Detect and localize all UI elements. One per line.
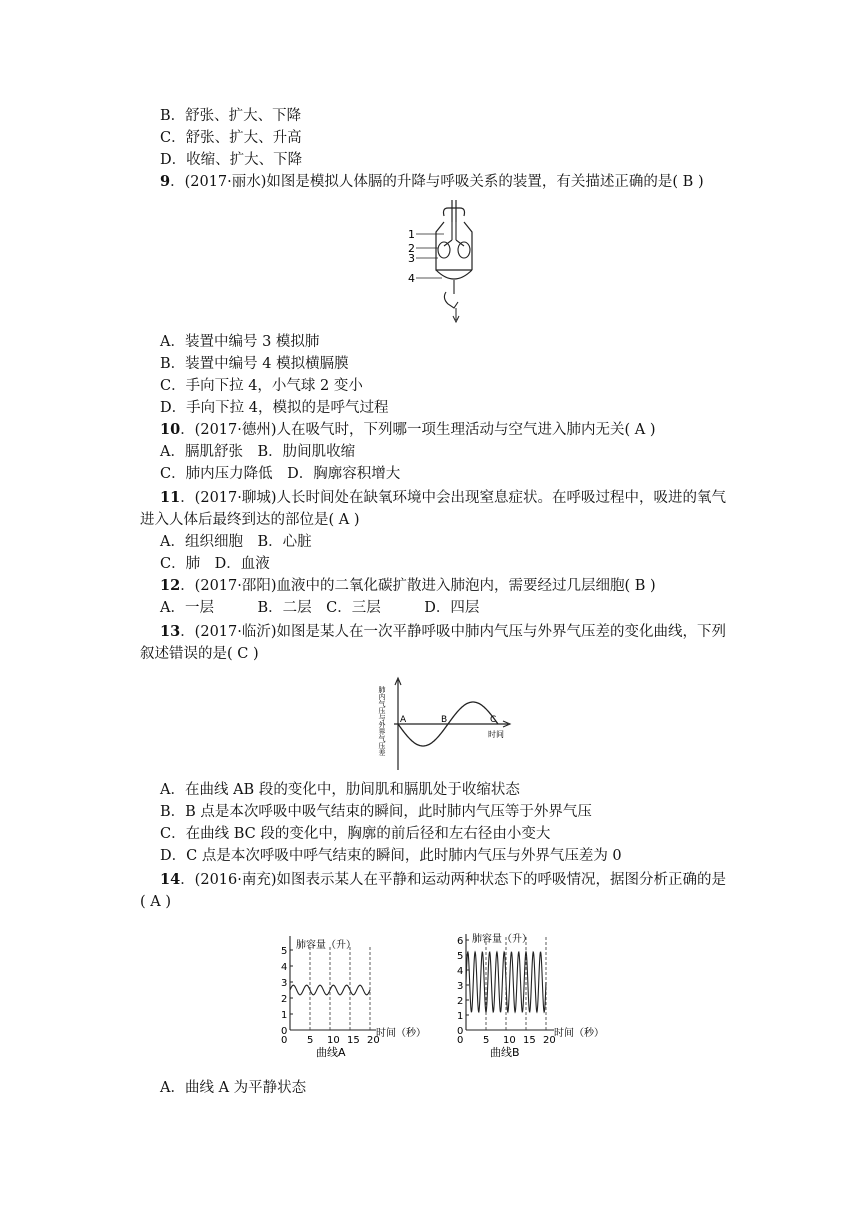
q13-stem xyxy=(160,622,726,642)
chart-a-ytick: 3 xyxy=(281,978,288,989)
q13-xlabel: 时间 xyxy=(488,730,504,739)
chart-b-xlabel: 时间（秒） xyxy=(554,1028,604,1039)
chart-b-origin-label: 0 xyxy=(457,1035,464,1046)
chart-a-ytick: 4 xyxy=(281,962,288,973)
q9-option-a: A．装置中编号 3 模拟肺 xyxy=(160,334,320,350)
chart-b-xtick: 15 xyxy=(523,1035,536,1046)
q13-point-b: B xyxy=(441,715,448,725)
q11-text: ．(2017·聊城)人长时间处在缺氧环境中会出现窒息症状。在呼吸过程中，吸进的氧气 xyxy=(180,490,727,506)
q13-option-a: A．在曲线 AB 段的变化中，肋间肌和膈肌处于收缩状态 xyxy=(160,782,520,798)
chart-b-title: 曲线B xyxy=(490,1046,520,1059)
q11-options-cd: C．肺 D．血液 xyxy=(160,556,270,572)
q9-stem xyxy=(160,172,704,192)
q8-option-b: B．舒张、扩大、下降 xyxy=(160,108,302,124)
q11-stem xyxy=(160,488,726,508)
q11-stem-cont: 进入人体后最终到达的部位是( A ) xyxy=(140,512,360,528)
fig9-label-2: 2 xyxy=(408,242,415,255)
chart-curve-b xyxy=(450,928,620,1062)
q10-options-ab: A．膈肌舒张 B．肋间肌收缩 xyxy=(160,444,356,460)
q10-options-cd: C．肺内压力降低 D．胸廓容积增大 xyxy=(160,466,401,482)
q14-answer: ( A ) xyxy=(140,894,172,910)
q13-text: ．(2017·临沂)如图是某人在一次平静呼吸中肺内气压与外界气压差的变化曲线，下列 xyxy=(180,624,727,640)
q13-point-a: A xyxy=(400,715,407,725)
q9-text: ．(2017·丽水)如图是模拟人体膈的升降与呼吸关系的装置，有关描述正确的是( B ) xyxy=(170,174,704,190)
chart-b-ytick: 3 xyxy=(457,981,464,992)
q12-text: ．(2017·邵阳)血液中的二氧化碳扩散进入肺泡内，需要经过几层细胞( B ) xyxy=(180,578,656,594)
q8-option-d: D．收缩、扩大、下降 xyxy=(160,152,303,168)
chart-a-ytick: 0 xyxy=(281,1026,288,1037)
q12-options: A．一层 B．二层 C．三层 D．四层 xyxy=(160,600,480,616)
q14-stem xyxy=(160,870,726,890)
q13-option-c: C．在曲线 BC 段的变化中，胸廓的前后径和左右径由小变大 xyxy=(160,826,551,842)
q14-text: ．(2016·南充)如图表示某人在平静和运动两种状态下的呼吸情况，据图分析正确的是 xyxy=(180,872,727,888)
chart-curve-a xyxy=(272,930,426,1062)
q11-options-ab: A．组织细胞 B．心脏 xyxy=(160,534,312,550)
chart-b-ytick: 0 xyxy=(457,1026,464,1037)
fig9-label-3: 3 xyxy=(408,252,415,265)
chart-a-origin-label: 0 xyxy=(281,1035,288,1046)
q14-option-a: A．曲线 A 为平静状态 xyxy=(160,1080,307,1096)
chart-a-ytick: 1 xyxy=(281,1010,288,1021)
q14-number: 14 xyxy=(160,871,181,888)
q13-pressure-curve-figure xyxy=(366,676,516,774)
chart-a-xtick: 15 xyxy=(347,1035,360,1046)
q9-number: 9 xyxy=(160,173,171,190)
chart-a-xlabel: 时间（秒） xyxy=(376,1028,426,1039)
q12-number: 12 xyxy=(160,577,181,594)
chart-a-ytick: 2 xyxy=(281,994,288,1005)
q12-stem xyxy=(160,576,656,596)
q10-number: 10 xyxy=(160,421,181,438)
fig9-label-4: 4 xyxy=(408,272,415,285)
chart-a-xtick: 5 xyxy=(307,1035,314,1046)
q10-stem xyxy=(160,420,656,440)
chart-b-ytick: 6 xyxy=(457,936,464,947)
q10-text: ．(2017·德州)人在吸气时，下列哪一项生理活动与空气进入肺内无关( A ) xyxy=(180,422,656,438)
chart-b-ytick: 2 xyxy=(457,996,464,1007)
chart-b-xtick: 10 xyxy=(503,1035,516,1046)
chart-b-ytick: 4 xyxy=(457,966,464,977)
q9-diaphragm-model-figure xyxy=(408,198,470,324)
chart-b-ytick: 1 xyxy=(457,1011,464,1022)
fig9-label-1: 1 xyxy=(408,228,415,241)
q13-ylabel: 肺内气压与外界气压差 xyxy=(378,686,386,756)
chart-b-xtick: 5 xyxy=(483,1035,490,1046)
chart-b-ylabel: 肺容量（升） xyxy=(472,934,532,945)
q9-option-b: B．装置中编号 4 模拟横膈膜 xyxy=(160,356,349,372)
q13-number: 13 xyxy=(160,623,181,640)
chart-b-ytick: 5 xyxy=(457,951,464,962)
q13-stem-cont: 叙述错误的是( C ) xyxy=(140,646,259,662)
q13-option-d: D．C 点是本次呼吸中呼气结束的瞬间，此时肺内气压与外界气压差为 0 xyxy=(160,848,622,864)
chart-a-xtick: 10 xyxy=(327,1035,340,1046)
chart-a-ylabel: 肺容量（升） xyxy=(296,940,356,951)
q9-option-d: D．手向下拉 4，模拟的是呼气过程 xyxy=(160,400,389,416)
chart-b-xtick: 20 xyxy=(543,1035,556,1046)
q8-option-c: C．舒张、扩大、升高 xyxy=(160,130,302,146)
q9-option-c: C．手向下拉 4，小气球 2 变小 xyxy=(160,378,363,394)
q13-point-c: C xyxy=(490,715,497,725)
q11-number: 11 xyxy=(160,489,181,506)
chart-a-xtick: 20 xyxy=(367,1035,380,1046)
q13-option-b: B．B 点是本次呼吸中吸气结束的瞬间，此时肺内气压等于外界气压 xyxy=(160,804,592,820)
chart-a-ytick: 5 xyxy=(281,946,288,957)
chart-a-title: 曲线A xyxy=(316,1046,346,1059)
